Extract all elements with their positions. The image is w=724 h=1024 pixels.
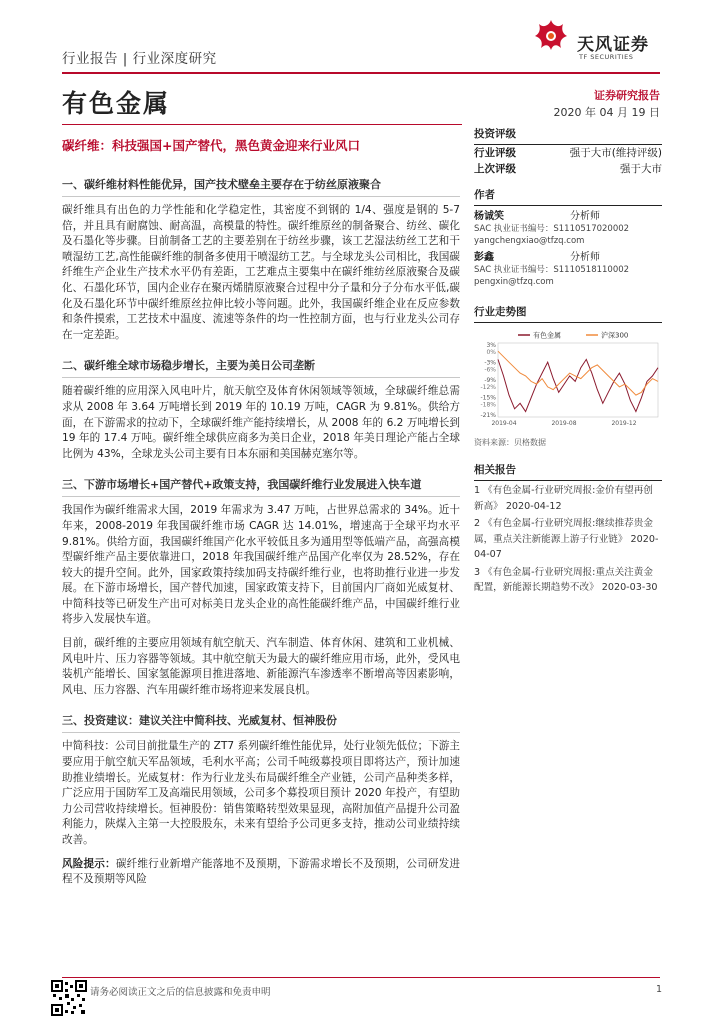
paragraph: 中简科技：公司目前批量生产的 ZT7 系列碳纤维性能优异，处行业领先低位；下游主要应用于航空航天军品领域，毛利水平高；公司千吨级募投项目即将达产，预计加速助推业绩增长。光威复材：作为行业龙头布局碳纤维全产业链，公司产品种类多样，广泛应用于国防军工及高端民用领域，公司多个募投项目预计 2020 年投产，有望助力公司营收持续增长。恒神股份：销售策略转型效果显现，高附加值产品提升公司盈利能力，陕煤入主第一大控股股东，未来有望给予公司更多支持，推动公司业绩持续改善。 — [62, 740, 460, 846]
risk-warning — [62, 857, 460, 888]
section-1 — [62, 170, 460, 343]
related-section — [474, 460, 662, 596]
y-tick-label: -6% — [484, 366, 496, 374]
sidebar — [474, 124, 662, 596]
author-name: 杨诚笑 — [474, 211, 504, 222]
author-role: 分析师 — [570, 252, 600, 263]
x-tick-label: 2019-12 — [611, 420, 637, 427]
y-tick-label: -9% — [484, 377, 496, 384]
x-tick-label: 2019-04 — [491, 420, 517, 427]
author-email[interactable]: yangchengxiao@tfzq.com — [474, 236, 585, 246]
section-heading: 一、碳纤维材料性能优异，国产技术壁垒主要存在于纺丝原液聚合 — [62, 170, 460, 197]
section-4 — [62, 706, 460, 848]
y-tick-label: -15% — [480, 394, 496, 402]
y-tick-label: -18% — [480, 401, 496, 409]
section-2 — [62, 351, 460, 462]
logo-text-cn: 天风证券 — [577, 35, 649, 55]
author-name: 彭鑫 — [474, 252, 494, 263]
y-tick-label: -3% — [484, 359, 496, 367]
y-tick-label: 3% — [486, 342, 496, 349]
risk-label: 风险提示： — [62, 857, 116, 870]
qr-code-icon — [51, 980, 87, 1016]
author-sac: SAC 执业证书编号：S1110518110002 — [474, 265, 630, 275]
series-line-csi300 — [498, 351, 658, 395]
section-heading: 三、下游市场增长+国产替代+政策支持，我国碳纤维行业发展进入快车道 — [62, 470, 460, 497]
report-date: 2020 年 04 月 19 日 — [553, 106, 660, 119]
author-entry — [474, 210, 662, 247]
rating-heading: 投资评级 — [474, 124, 662, 145]
industry-title: 有色金属 — [62, 89, 171, 118]
rating-row — [474, 161, 662, 177]
rating-row — [474, 145, 662, 161]
y-tick-label: -21% — [480, 412, 496, 419]
x-tick-label: 2019-08 — [551, 420, 577, 427]
section-3 — [62, 470, 460, 698]
chart-section — [474, 302, 662, 448]
author-section — [474, 185, 662, 288]
main-body — [62, 170, 460, 896]
related-heading: 相关报告 — [474, 460, 662, 481]
author-role: 分析师 — [570, 211, 600, 222]
chart-source: 资料来源：贝格数据 — [474, 438, 546, 447]
paragraph: 我国作为碳纤维需求大国，2019 年需求为 3.47 万吨，占世界总需求的 34%。近十年来，2008-2019 年我国碳纤维市场 CAGR 达 14.01%，增速高于全球平均水平 9.81%。供给方面，我国碳纤维国产化水平较低且多为通用型等低端产品，高强高模型碳纤维产品主要依靠进口，2018 年我国碳纤维产品国产化率仅为 28.52%，存在较大的提升空间。此外，国家政策持续加码支持碳纤维行业，也将助推行业进一步发展。在下游市场增长，国产替代加速，国家政策支持下，目前国内厂商如光威复材、中简科技等已研发生产出可对标美日龙头企业的高性能碳纤维产品，中国碳纤维行业将步入发展快车道。 — [62, 504, 460, 626]
rating-value: 强于大市(维持评级) — [569, 147, 662, 159]
paragraph: 碳纤维具有出色的力学性能和化学稳定性，其密度不到钢的 1/4、强度是钢的 5-7 倍，并且具有耐腐蚀、耐高温，高模量的特性。碳纤维原丝的制备聚合、纺丝、碳化及石墨化等步骤。目前制备工艺的主要差别在于纺丝步骤，该工艺湿法纺丝工艺和干喷湿纺工艺,高性能碳纤维的制备多使用干喷湿纺工艺。与全球龙头公司相比，我国碳纤维生产企业生产技术水平仍有差距，工艺难点主要集中在碳纤维纺丝原液聚合及碳化、石墨化环节，国内企业存在聚丙烯腈原液聚合过程中分子量和分子分布水平低,碳化及石墨化环节中碳纤维原丝拉伸比较小等问题。此外，我国碳纤维企业在反应参数和条件摸索，工艺技术中温度、流速等条件的均一性控制方面，也与行业龙头公司存在一定差距。 — [62, 204, 460, 341]
legend-label: 有色金属 — [533, 331, 561, 340]
trend-chart — [474, 329, 662, 429]
rating-value: 强于大市 — [620, 163, 662, 175]
paragraph: 目前，碳纤维的主要应用领域有航空航天、汽车制造、体育休闲、建筑和工业机械、风电叶片、压力容器等领域。其中航空航天为最大的碳纤维应用市场，此外，受风电装机产能增长、国家氢能源项目推进落地、新能源汽车渗透率不断增高等因素影响，风电、压力容器、汽车用碳纤维市场将迎来发展良机。 — [62, 637, 460, 696]
paragraph: 随着碳纤维的应用深入风电叶片，航天航空及体育休闲领域等领域，全球碳纤维总需求从 2008 年 3.64 万吨增长到 2019 年的 10.19 万吨，CAGR 为 9.81%。供给方面，在下游需求的拉动下，全球碳纤维产能持续增长，从 2008 年的 6.2 万吨增长到 19 年的 17.4 万吨。碳纤维全球供应商多为美日企业，2018 年美日理论产能占全球比例为 43%，全球龙头公司主要有日本东丽和美国赫克塞尔等。 — [62, 385, 460, 460]
rating-label: 行业评级 — [474, 147, 516, 159]
disclaimer-note: 请务必阅读正文之后的信息披露和免责申明 — [90, 987, 271, 998]
related-report-link[interactable]: 1 《有色金属-行业研究周报:金价有望再创新高》 2020-04-12 — [474, 485, 653, 512]
y-tick-label: -12% — [480, 384, 496, 391]
report-title: 碳纤维：科技强国+国产替代，黑色黄金迎来行业风口 — [62, 138, 360, 153]
report-type: 行业报告 | 行业深度研究 — [62, 51, 217, 67]
author-email[interactable]: pengxin@tfzq.com — [474, 277, 554, 287]
report-kind: 证券研究报告 — [594, 89, 660, 102]
related-report-link[interactable]: 2 《有色金属-行业研究周报:继续推荐贵金属，重点关注新能源上游子行业链》 2020-04-07 — [474, 518, 659, 560]
author-heading: 作者 — [474, 185, 662, 206]
section-heading: 二、碳纤维全球市场稳步增长，主要为美日公司垄断 — [62, 351, 460, 378]
page-number: 1 — [655, 984, 662, 995]
chart-heading: 行业走势图 — [474, 302, 662, 323]
company-logo — [533, 18, 673, 66]
logo-mark-icon — [533, 18, 569, 58]
author-entry — [474, 251, 662, 288]
risk-text: 碳纤维行业新增产能落地不及预期，下游需求增长不及预期，公司研发进程不及预期等风险 — [62, 857, 461, 886]
legend-label: 沪深300 — [601, 331, 629, 340]
related-report-link[interactable]: 3 《有色金属-行业研究周报:重点关注黄金配置，新能源长期趋势不改》 2020-03-30 — [474, 566, 658, 593]
section-heading: 三、投资建议：建议关注中简科技、光威复材、恒神股份 — [62, 706, 460, 733]
series-line-nonferrous — [498, 359, 658, 411]
title-divider — [62, 124, 462, 125]
logo-text-en: TF SECURITIES — [579, 53, 634, 61]
rating-label: 上次评级 — [474, 163, 516, 175]
author-sac: SAC 执业证书编号：S1110517020002 — [474, 224, 630, 234]
header-divider — [62, 72, 660, 74]
footer-divider — [62, 977, 660, 978]
y-tick-label: 0% — [486, 349, 496, 356]
